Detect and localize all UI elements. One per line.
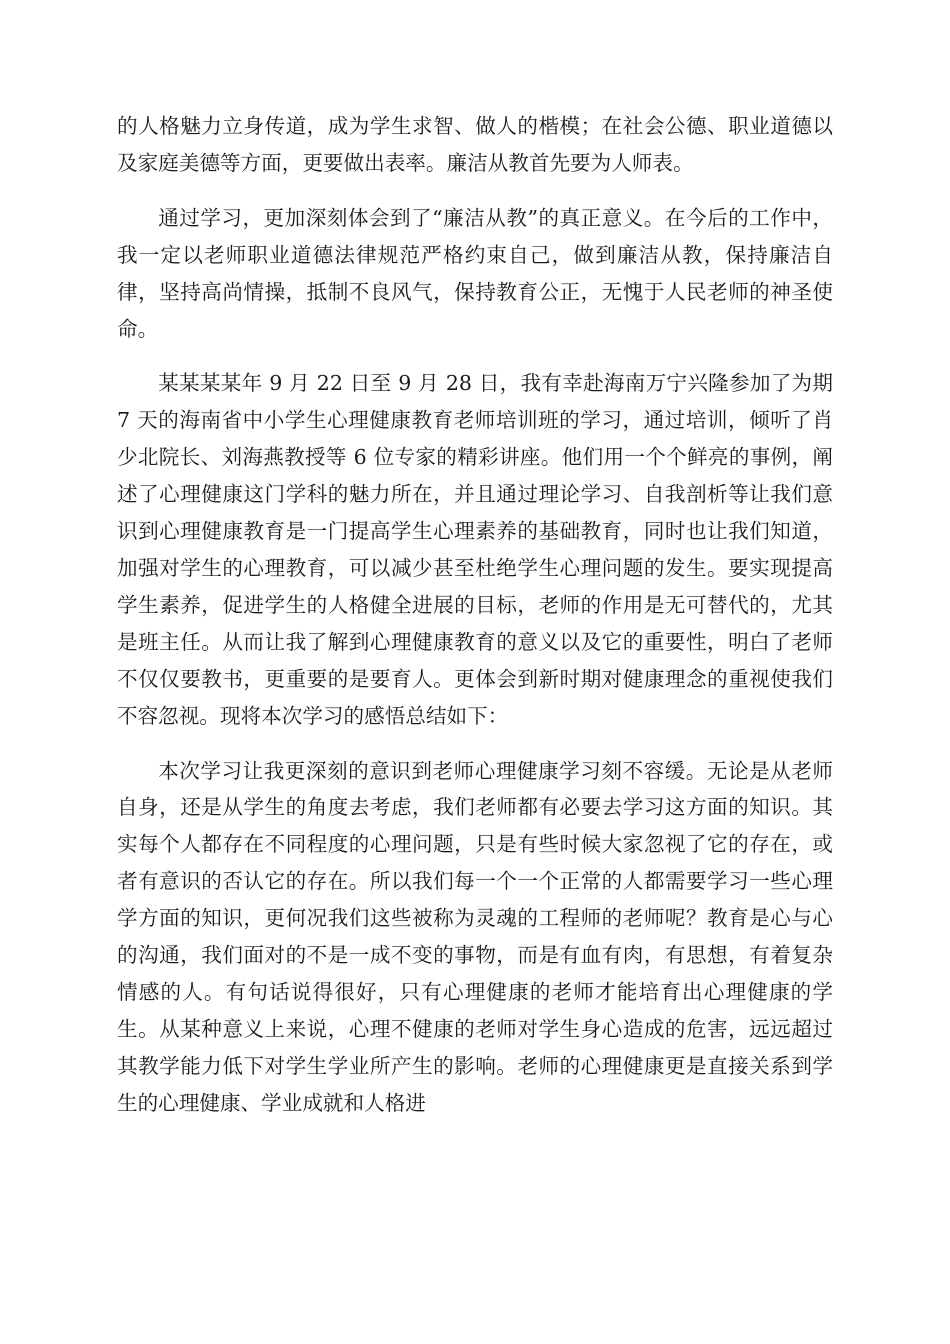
paragraph-1: 的人格魅力立身传道，成为学生求智、做人的楷模；在社会公德、职业道德以及家庭美德等方面，更要做出表率。廉洁从教首先要为人师表。 (117, 114, 833, 175)
paragraph-4: 本次学习让我更深刻的意识到老师心理健康学习刻不容缓。无论是从老师自身，还是从学生的角度去考虑，我们老师都有必要去学习这方面的知识。其实每个人都存在不同程度的心理问题，只是有些时候大家忽视了它的存在，或者有意识的否认它的存在。所以我们每一个一个正常的人都需要学习一些心理学方面的知识，更何况我们这些被称为灵魂的工程师的老师呢？教育是心与心的沟通，我们面对的不是一成不变的事物，而是有血有肉，有思想，有着复杂情感的人。有句话说得很好，只有心理健康的老师才能培育出心理健康的学生。从某种意义上来说，心理不健康的老师对学生身心造成的危害，远远超过其教学能力低下对学生学业所产生的影响。老师的心理健康更是直接关系到学生的心理健康、学业成就和人格进 (117, 758, 833, 1115)
paragraph-3: 某某某某年 9 月 22 日至 9 月 28 日，我有幸赴海南万宁兴隆参加了为期 7 天的海南省中小学生心理健康教育老师培训班的学习，通过培训，倾听了肖少北院长、刘海燕教授等 6 位专家的精彩讲座。他们用一个个鲜亮的事例，阐述了心理健康这门学科的魅力所在，并且通过理论学习、自我剖析等让我们意识到心理健康教育是一门提高学生心理素养的基础教育，同时也让我们知道，加强对学生的心理教育，可以减少甚至杜绝学生心理问题的发生。要实现提高学生素养，促进学生的人格健全进展的目标，老师的作用是无可替代的，尤其是班主任。从而让我了解到心理健康教育的意义以及它的重要性，明白了老师不仅仅要教书，更重要的是要育人。更体会到新时期对健康理念的重视使我们不容忽视。现将本次学习的感悟总结如下： (117, 371, 833, 728)
document-body (117, 108, 833, 1122)
paragraph-2: 通过学习，更加深刻体会到了“廉洁从教”的真正意义。在今后的工作中，我一定以老师职业道德法律规范严格约束自己，做到廉洁从教，保持廉洁自律，坚持高尚情操，抵制不良风气，保持教育公正，无愧于人民老师的神圣使命。 (117, 205, 833, 341)
